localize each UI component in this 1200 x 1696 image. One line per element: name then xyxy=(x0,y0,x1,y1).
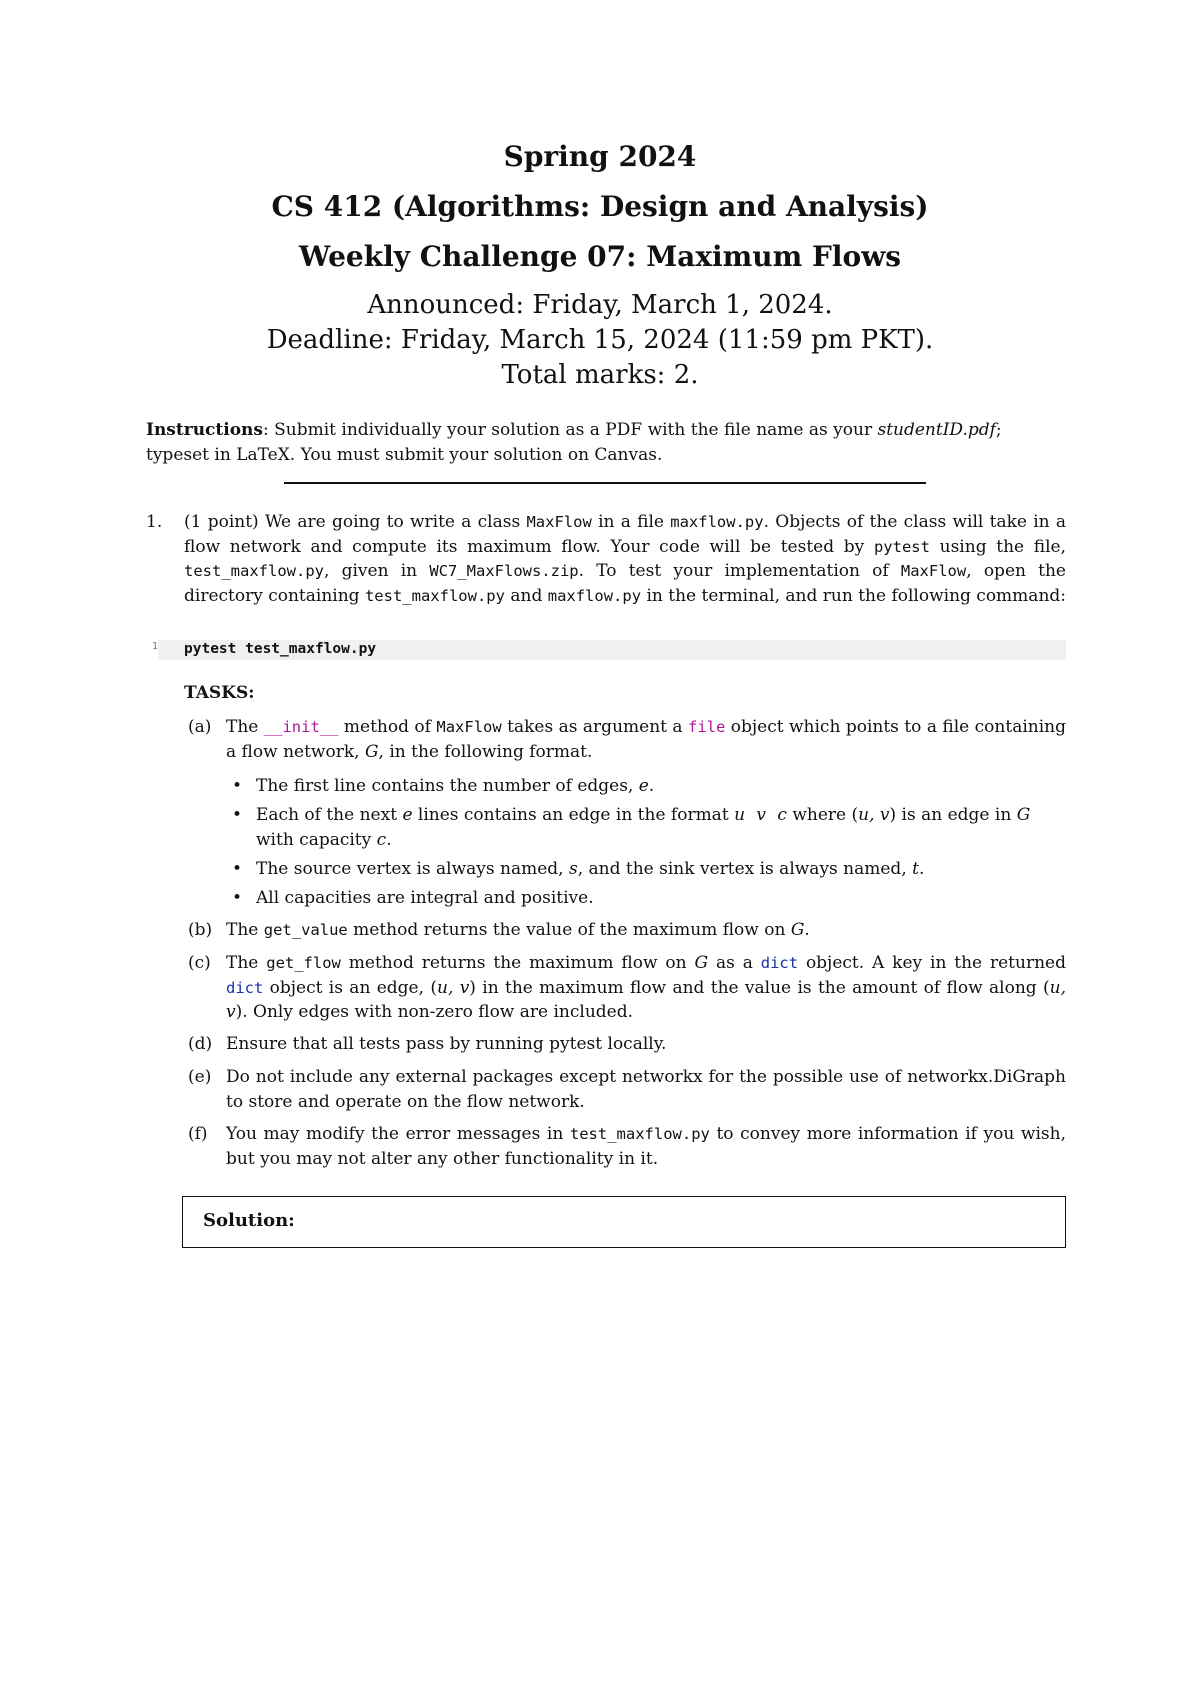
task-c: (c) The get_flow method returns the maximum flow on G as a dict object. A key in the returned dict object is an edge, (u, v) in the maximum flow and the value is the amount of flow along (u, v). Only edges with non-zero flow are included. xyxy=(188,953,1066,1022)
course-title: CS 412 (Algorithms: Design and Analysis) xyxy=(271,190,929,223)
horizontal-rule xyxy=(284,482,926,484)
code-block xyxy=(152,640,1066,660)
task-e: (e) Do not include any external packages except networkx for the possible use of networkx.DiGraph to store and operate on the flow network. xyxy=(188,1067,1067,1112)
bullet-item: • The source vertex is always named, s, and the sink vertex is always named, t. xyxy=(232,859,925,879)
tasks-heading: TASKS: xyxy=(184,683,255,703)
task-d: (d) Ensure that all tests pass by running pytest locally. xyxy=(188,1034,667,1054)
challenge-title: Weekly Challenge 07: Maximum Flows xyxy=(298,240,902,273)
instructions-label: Instructions xyxy=(146,420,263,440)
question-number: 1. xyxy=(146,512,163,532)
code-line-number: 1 xyxy=(152,641,159,652)
announced-date: Announced: Friday, March 1, 2024. xyxy=(367,290,833,320)
task-b: (b) The get_value method returns the value of the maximum flow on G. xyxy=(188,920,810,940)
solution-box[interactable] xyxy=(182,1196,1066,1248)
code-command: pytest test_maxflow.py xyxy=(184,641,377,657)
instructions-filename: studentID.pdf xyxy=(877,420,996,440)
solution-label: Solution: xyxy=(203,1210,295,1231)
total-marks: Total marks: 2. xyxy=(501,360,699,390)
term-title: Spring 2024 xyxy=(503,140,697,173)
question-1 xyxy=(146,510,1066,608)
bullet-item: • Each of the next e lines contains an edge in the format u v c where (u, v) is an edge in G with capacity c. xyxy=(232,805,1031,850)
bullet-item: • All capacities are integral and positive. xyxy=(232,888,594,908)
deadline-date: Deadline: Friday, March 15, 2024 (11:59 pm PKT). xyxy=(266,325,934,355)
question-text: (1 point) We are going to write a class MaxFlow in a file maxflow.py. Objects of the class will take in a flow network and compute its maximum flow. Your code will be tested by pytest using the file, test_maxflow.py, given in WC7_MaxFlows.zip. To test your implementation of MaxFlow, open the directory containing test_maxflow.py and maxflow.py in the terminal, and run the following command: xyxy=(184,512,1067,606)
instructions-paragraph: Instructions: Submit individually your solution as a PDF with the file name as your studentID.pdf; typeset in LaTeX. You must submit your solution on Canvas. xyxy=(146,420,1002,465)
task-a: (a) The __init__ method of MaxFlow takes as argument a file object which points to a file containing a flow network, G, in the following format. xyxy=(188,717,1066,762)
bullet-item: • The first line contains the number of edges, e. xyxy=(232,776,655,796)
task-f: (f) You may modify the error messages in test_maxflow.py to convey more information if you wish, but you may not alter any other functionality in it. xyxy=(188,1124,1066,1169)
